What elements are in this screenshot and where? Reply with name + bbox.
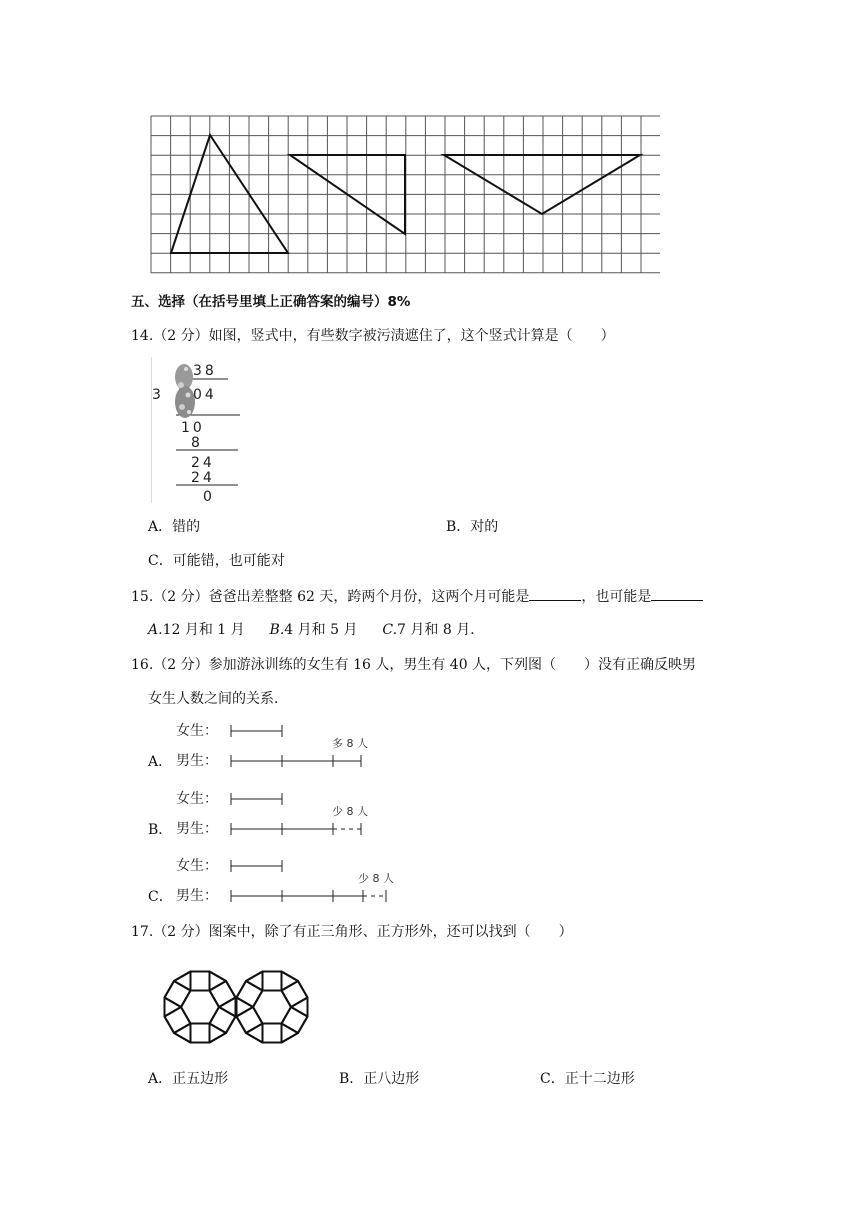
triangle-tile (246, 1024, 263, 1043)
q16-option-c-note: 少 8 人 (358, 872, 394, 885)
q16-option-b[interactable] (148, 786, 428, 842)
triangle-tile (246, 972, 263, 991)
grid-figure (150, 115, 662, 275)
q16-option-a[interactable] (148, 718, 428, 774)
q16-option-c-letter: C． (148, 889, 173, 905)
female-label: 女生： (176, 723, 218, 739)
ink-stain (175, 364, 195, 418)
q15-option-c[interactable]: 7 月和 8 月． (397, 622, 485, 638)
square-tile (191, 972, 210, 991)
q16-option-a-note: 多 8 人 (332, 737, 368, 750)
q14-option-c[interactable]: C．可能错，也可能对 (148, 553, 285, 569)
female-label: 女生： (176, 791, 218, 807)
triangle-tile (282, 972, 299, 991)
quotient: 38 (193, 363, 217, 379)
step-4: 24 (191, 470, 215, 486)
question-15-stem (131, 586, 703, 607)
square-tile (165, 981, 191, 1007)
square-tile (210, 1007, 236, 1033)
square-tile (263, 1024, 282, 1043)
q15-option-b-letter: B. (269, 622, 285, 638)
divisor: 3 (152, 387, 161, 403)
q15-stem-part2: ，也可能是 (581, 589, 652, 605)
q16-option-b-letter: B． (148, 822, 173, 838)
step-2: 8 (191, 435, 200, 451)
long-division-figure (148, 357, 248, 507)
question-16-stem-line1: 16.（2 分）参加游泳训练的女生有 16 人，男生有 40 人，下列图（ ）没有正确反映男 (131, 657, 697, 673)
male-label: 男生： (176, 888, 218, 904)
triangle-tile (174, 1024, 191, 1043)
triangle-tile (210, 972, 227, 991)
q17-option-b[interactable]: B．正八边形 (339, 1071, 420, 1087)
q15-stem-part1: 15.（2 分）爸爸出差整整 62 天，跨两个月份，这两个月可能是 (131, 589, 530, 605)
square-tile (237, 981, 263, 1007)
q15-options (148, 620, 484, 640)
step-1: 10 (181, 420, 205, 436)
q15-option-b[interactable]: 4 月和 5 月 (284, 622, 358, 638)
triangle-tile (282, 1024, 299, 1043)
q16-option-a-letter: A． (148, 754, 173, 770)
q15-blank-1[interactable] (529, 586, 581, 601)
q15-blank-2[interactable] (651, 586, 703, 601)
square-tile (191, 1024, 210, 1043)
step-3: 24 (191, 455, 215, 471)
question-17-stem: 17.（2 分）图案中，除了有正三角形、正方形外，还可以找到（ ） (131, 924, 573, 940)
triangle-tile (174, 972, 191, 991)
q15-option-c-letter: C. (382, 622, 398, 638)
male-label: 男生： (176, 821, 218, 837)
q15-option-a[interactable]: 12 月和 1 月 (162, 622, 245, 638)
q16-option-c[interactable] (148, 853, 428, 909)
square-tile (210, 981, 236, 1007)
triangle-tile (219, 998, 236, 1017)
triangle-3 (444, 155, 640, 214)
question-14-stem: 14.（2 分）如图，竖式中，有些数字被污渍遮住了，这个竖式计算是（ ） (131, 328, 615, 344)
male-label: 男生： (176, 753, 218, 769)
square-tile (263, 972, 282, 991)
dividend: 04 (193, 387, 217, 403)
square-tile (237, 1007, 263, 1033)
q14-option-b[interactable]: B．对的 (446, 519, 499, 535)
q15-option-a-letter: A. (148, 622, 163, 638)
q14-option-a[interactable]: A．错的 (148, 519, 201, 535)
question-16-stem-line2: 女生人数之间的关系． (148, 691, 288, 707)
tiling-pattern-figure (150, 955, 325, 1060)
square-tile (165, 1007, 191, 1033)
square-tile (282, 1007, 308, 1033)
triangle-tile (237, 998, 254, 1017)
q16-option-b-note: 少 8 人 (332, 805, 368, 818)
square-tile (282, 981, 308, 1007)
q17-option-c[interactable]: C．正十二边形 (540, 1071, 635, 1087)
remainder: 0 (203, 489, 212, 505)
triangle-tile (165, 998, 182, 1017)
section-heading: 五、选择（在括号里填上正确答案的编号）8% (131, 294, 411, 310)
triangle-tile (291, 998, 308, 1017)
female-label: 女生： (176, 858, 218, 874)
triangle-tile (210, 1024, 227, 1043)
q17-option-a[interactable]: A．正五边形 (148, 1071, 229, 1087)
